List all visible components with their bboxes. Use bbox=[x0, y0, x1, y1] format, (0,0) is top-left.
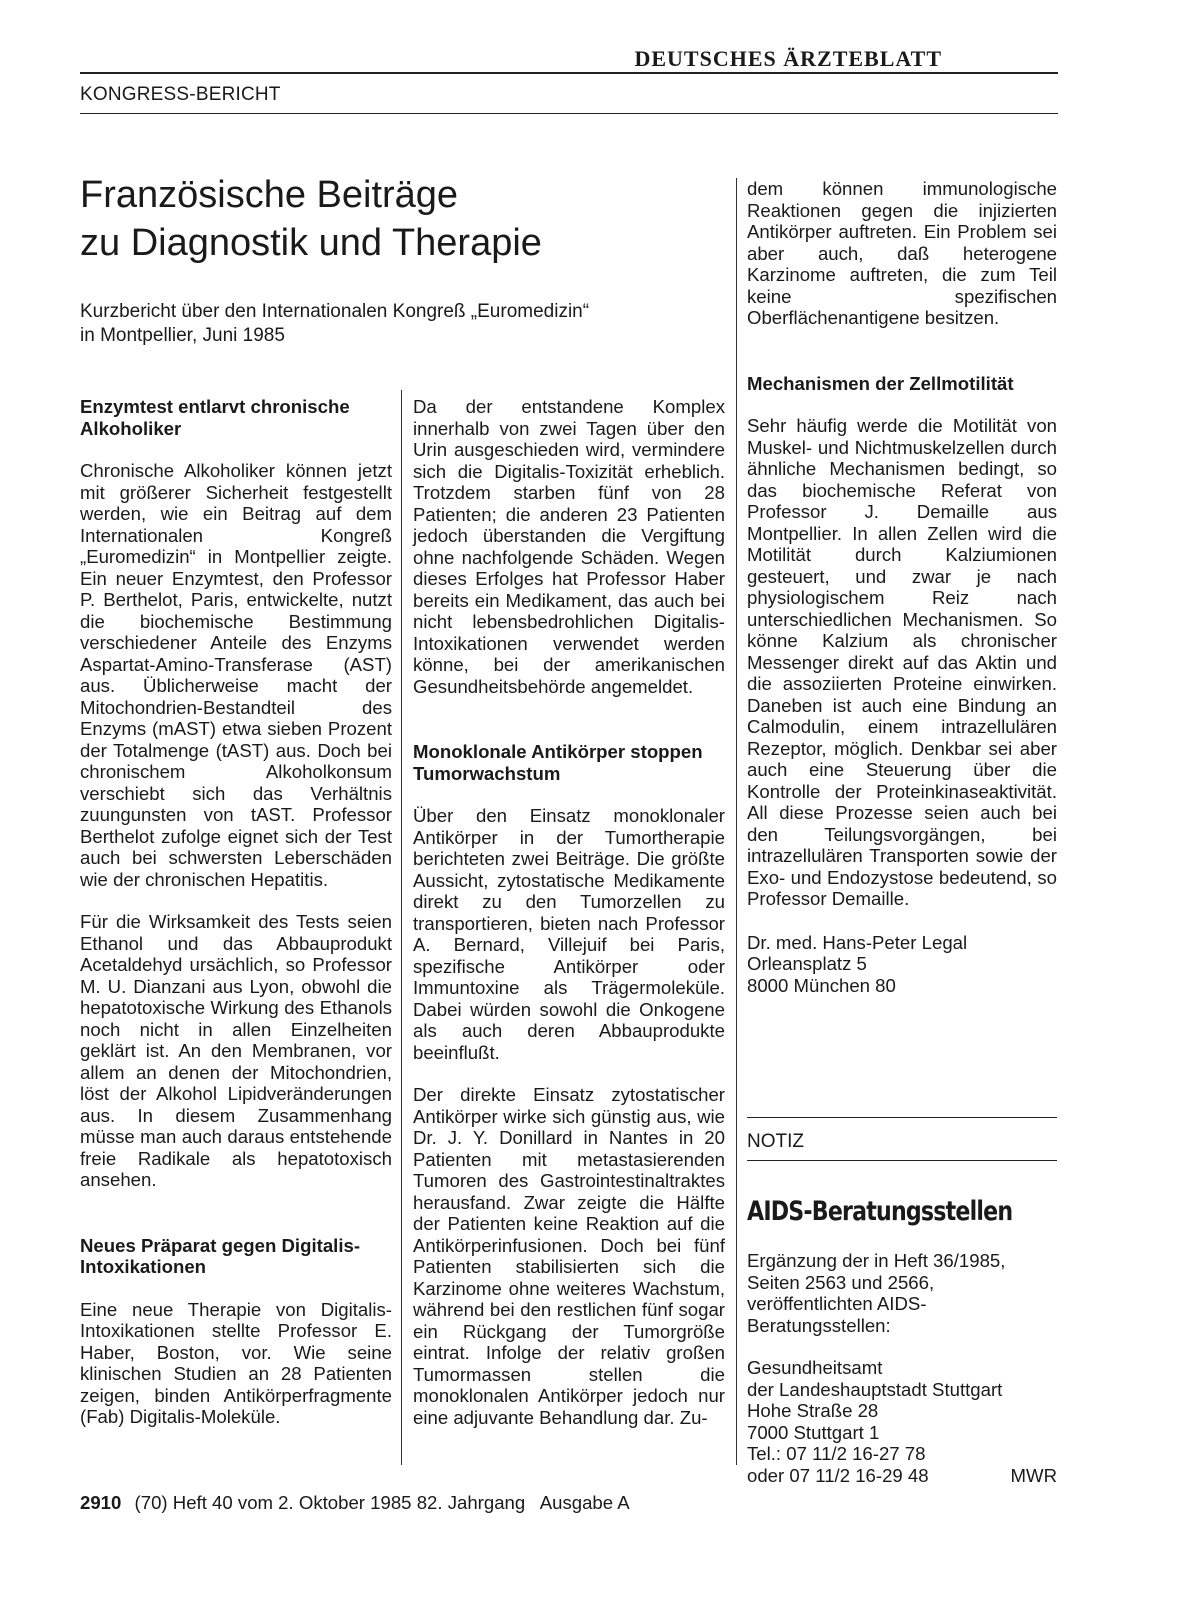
title-line-1: Französische Beiträge bbox=[80, 174, 459, 216]
masthead: DEUTSCHES ÄRZTEBLATT bbox=[634, 46, 942, 71]
paragraph: Da der entstandene Komplex innerhalb von zwei Tagen über den Urin ausgeschieden wird, vermindere sich die Digitalis-Toxizität erheblich. Trotzdem starben fünf von 28 Patienten; die anderen 23 Patienten jedoch überstanden die Vergiftung ohne nachfolgende Schäden. Wegen dieses Erfolges hat Professor Haber bereits ein Medikament, das auch bei nicht lebensbedrohlichen Digitalis-Intoxikationen verwendet werden könne, bei der amerikanischen Gesundheitsbehörde angemeldet. bbox=[413, 396, 725, 697]
paragraph: Ergänzung der in Heft 36/1985, Seiten 2563 und 2566, veröffentlichten AIDS-Beratungsstellen: bbox=[747, 1250, 1006, 1336]
paragraph: dem können immunologische Reaktionen gegen die injizierten Antikörper auftreten. Ein Problem sei aber auch, daß heterogene Karzinome auftreten, die zum Teil keine spezifischen Oberflächenantigene besitzen. bbox=[747, 178, 1057, 328]
article-subtitle bbox=[80, 300, 700, 348]
paragraph: Chronische Alkoholiker können jetzt mit größerer Sicherheit festgestellt werden, wie ein Beitrag auf dem Internationalen Kongreß „Euromedizin“ in Montpellier zeigte. Ein neuer Enzymtest, den Professor P. Berthelot, Paris, entwickelte, nutzt die biochemische Bestimmung verschiedener Anteile des Enzyms Aspartat-Amino-Transferase (AST) aus. Üblicherweise macht der Mitochondrien-Bestandteil des Enzyms (mAST) etwa sieben Prozent der Totalmenge (tAST) aus. Doch bei chronischem Alkoholkonsum verschiebt sich das Verhältnis zuungunsten von tAST. Professor Berthelot zufolge eignet sich der Test auch bei schwersten Leberschäden wie der chronischen Hepatitis. bbox=[80, 460, 392, 890]
paragraph: Über den Einsatz monoklonaler Antikörper in der Tumortherapie berichteten zwei Beiträge. Die größte Aussicht, zytostatische Medikamente direkt zu den Tumorzellen zu transportieren, bieten nach Professor A. Bernard, Villejuif bei Paris, spezifische Antikörper oder Immuntoxine als Trägermoleküle. Dabei würden sowohl die Onkogene als auch deren Abbauprodukte beeinflußt. bbox=[413, 805, 725, 1063]
heading-antikoerper: Monoklonale Antikörper stoppen Tumorwachstum bbox=[413, 741, 703, 784]
address-line: oder 07 11/2 16-29 48 bbox=[747, 1464, 929, 1486]
column-1 bbox=[80, 396, 392, 1449]
stuttgart-address bbox=[747, 1357, 1057, 1486]
author-name: Dr. med. Hans-Peter Legal bbox=[747, 931, 968, 953]
column-divider bbox=[401, 390, 402, 1465]
address-signature-row bbox=[747, 1465, 1057, 1487]
paragraph: Sehr häufig werde die Motilität von Muskel- und Nichtmuskelzellen durch ähnliche Mechanismen bedingt, so das biochemische Referat von Professor J. Demaille aus Montpellier. In allen Zellen wird die Motilität durch Kalziumionen gesteuert, und zwar je nach physiologischem Reiz nach unterschiedlichen Mechanismen. So könne Kalzium als chronischer Messenger direkt auf das Aktin und die assoziierten Proteine einwirken. Daneben ist auch eine Bindung an Calmodulin, einem intrazellulären Rezeptor, möglich. Denkbar sei aber auch eine Steuerung über die Kontrolle der Proteinkinaseaktivität. All diese Prozesse seien auch bei den Teilungsvorgängen, bei intrazellulären Transporten sowie der Exo- und Endozystose bedeutend, so Professor Demaille. bbox=[747, 415, 1057, 909]
kicker-rule bbox=[80, 113, 1058, 114]
address-line: der Landeshauptstadt Stuttgart bbox=[747, 1378, 1003, 1400]
column-2 bbox=[413, 396, 725, 1449]
heading-zellmotilitaet: Mechanismen der Zellmotilität bbox=[747, 372, 1014, 394]
paragraph: Für die Wirksamkeit des Tests seien Ethanol und das Abbauprodukt Acetaldehyd ursächlich, so Professor M. U. Dianzani aus Lyon, obwohl die hepatotoxische Wirkung des Ethanols noch nicht in allen Einzelheiten geklärt ist. An den Membranen, vor allem an denen der Mitochondrien, löst der Alkohol Lipidveränderungen aus. In diesem Zusammenhang müsse man auch daraus entstehende freie Radikale als hepatotoxisch ansehen. bbox=[80, 911, 392, 1190]
article-title bbox=[80, 171, 700, 267]
heading-digitalis: Neues Präparat gegen Digitalis-Intoxikationen bbox=[80, 1234, 361, 1277]
page-number: 2910 bbox=[80, 1492, 122, 1513]
notiz-rule-bottom bbox=[747, 1160, 1057, 1161]
author-address bbox=[747, 932, 1057, 997]
subtitle-line-2: in Montpellier, Juni 1985 bbox=[80, 325, 285, 346]
address-line: Tel.: 07 11/2 16-27 78 bbox=[747, 1443, 926, 1464]
issue-info: (70) Heft 40 vom 2. Oktober 1985 82. Jahrgang Ausgabe A bbox=[134, 1492, 630, 1513]
notiz-rule-top bbox=[747, 1117, 1057, 1118]
address-line: 7000 Stuttgart 1 bbox=[747, 1421, 880, 1443]
notiz-label: NOTIZ bbox=[747, 1131, 804, 1152]
masthead-rule bbox=[80, 72, 1058, 74]
notiz-title: AIDS-Beratungsstellen bbox=[747, 1196, 1013, 1227]
page-footer bbox=[80, 1492, 630, 1514]
paragraph: Eine neue Therapie von Digitalis-Intoxikationen stellte Professor E. Haber, Boston, vor. Wie seine klinischen Studien an 28 Patienten zeigen, binden Antikörperfragmente (Fab) Digitalis-Moleküle. bbox=[80, 1298, 392, 1427]
heading-enzymtest: Enzymtest entlarvt chronische Alkoholiker bbox=[80, 396, 350, 439]
title-line-2: zu Diagnostik und Therapie bbox=[80, 222, 542, 264]
address-line: Gesundheitsamt bbox=[747, 1357, 883, 1378]
section-kicker: KONGRESS-BERICHT bbox=[80, 84, 281, 105]
author-street: Orleansplatz 5 bbox=[747, 953, 867, 974]
address-line: Hohe Straße 28 bbox=[747, 1400, 879, 1421]
column-divider bbox=[736, 178, 737, 1465]
paragraph: Der direkte Einsatz zytostatischer Antikörper wirke sich günstig aus, wie Dr. J. Y. Donillard in Nantes in 20 Patienten mit metastasierenden Tumoren des Gastrointestinaltraktes herausfand. Zwar zeigte die Hälfte der Patienten keine Reaktion auf die Antikörperinfusionen. Doch bei fünf Patienten stabilisierten sich die Karzinome ohne weiteres Wachstum, während bei den restlichen fünf sogar ein Rückgang der Tumorgröße eintrat. Infolge der relativ großen Tumormassen stellen die monoklonalen Antikörper jedoch nur eine adjuvante Behandlung dar. Zu- bbox=[413, 1084, 725, 1428]
author-city: 8000 München 80 bbox=[747, 974, 896, 996]
signature: MWR bbox=[1010, 1464, 1057, 1486]
column-3 bbox=[747, 178, 1057, 996]
subtitle-line-1: Kurzbericht über den Internationalen Kongreß „Euromedizin“ bbox=[80, 301, 590, 322]
notiz-body bbox=[747, 1250, 1057, 1486]
